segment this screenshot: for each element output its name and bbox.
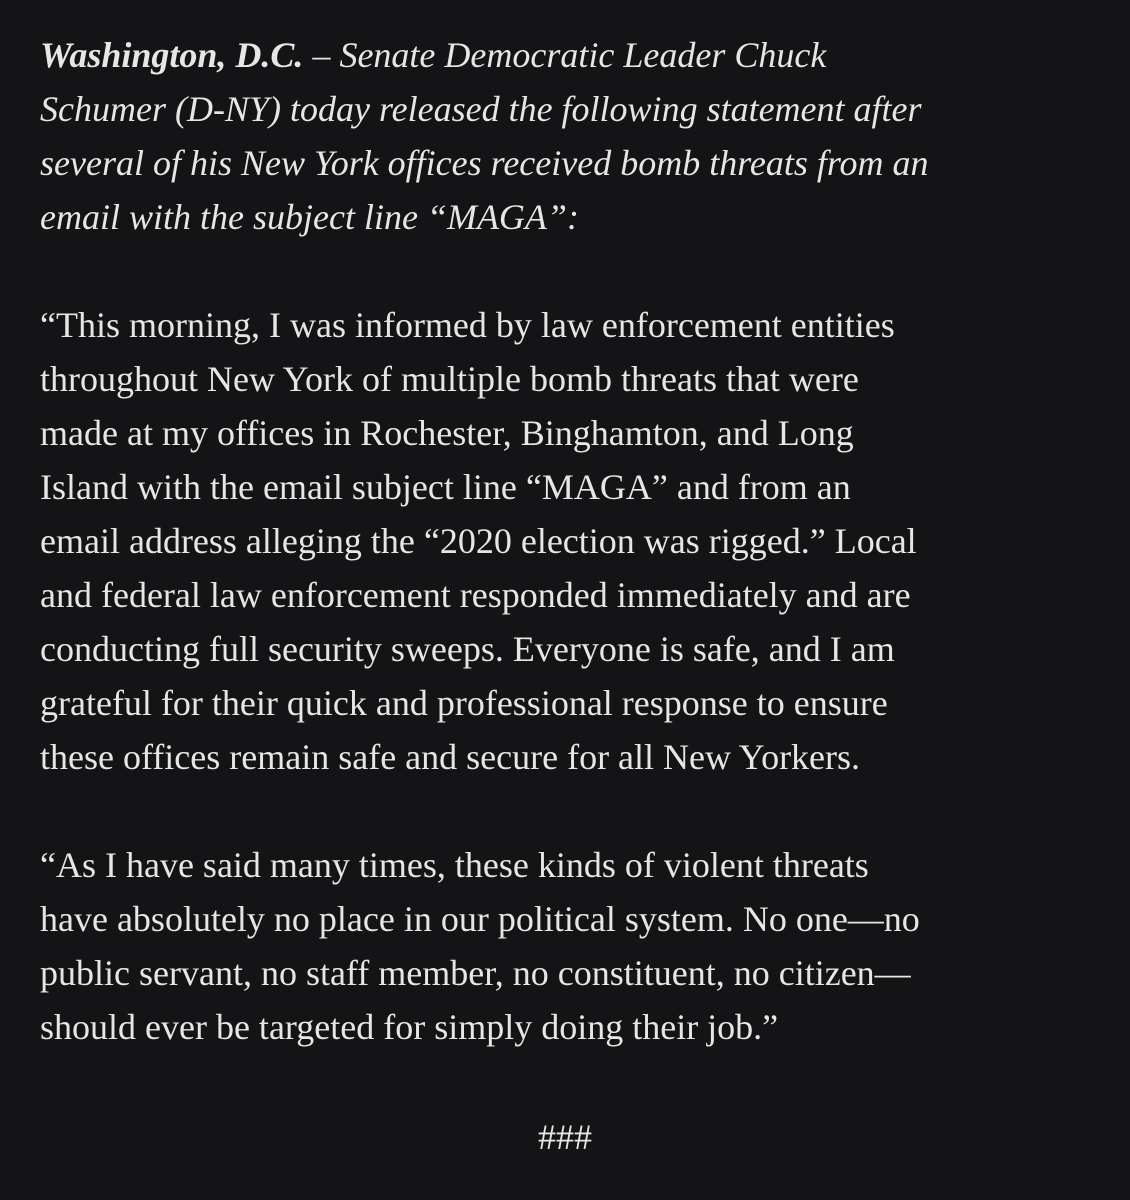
intro-line-1	[40, 28, 1100, 82]
end-mark: ###	[538, 1117, 592, 1157]
intro-line-2: Schumer (D-NY) today released the following statement after	[40, 89, 922, 129]
quote1-line: conducting full security sweeps. Everyone is safe, and I am	[40, 629, 895, 669]
quote1-line: and federal law enforcement responded immediately and are	[40, 575, 911, 615]
intro-text: – Senate Democratic Leader Chuck	[303, 35, 827, 75]
intro-paragraph	[40, 28, 1100, 244]
intro-line-4: email with the subject line “MAGA”:	[40, 197, 579, 237]
quote-paragraph-1	[40, 298, 1100, 784]
quote2-line: “As I have said many times, these kinds of violent threats	[40, 845, 869, 885]
quote-paragraph-2	[40, 838, 1100, 1054]
quote1-line: these offices remain safe and secure for all New Yorkers.	[40, 737, 861, 777]
quote1-line: Island with the email subject line “MAGA” and from an	[40, 467, 851, 507]
quote1-line: made at my offices in Rochester, Binghamton, and Long	[40, 413, 854, 453]
dateline: Washington, D.C.	[40, 35, 304, 75]
quote1-line: grateful for their quick and professional response to ensure	[40, 683, 888, 723]
quote2-line: public servant, no staff member, no constituent, no citizen—	[40, 953, 911, 993]
quote2-line: should ever be targeted for simply doing their job.”	[40, 1007, 779, 1047]
intro-line-3: several of his New York offices received bomb threats from an	[40, 143, 929, 183]
quote1-line: “This morning, I was informed by law enforcement entities	[40, 305, 895, 345]
quote1-line: email address alleging the “2020 election was rigged.” Local	[40, 521, 917, 561]
quote1-line: throughout New York of multiple bomb threats that were	[40, 359, 859, 399]
press-statement	[40, 28, 1100, 1054]
quote2-line: have absolutely no place in our political system. No one—no	[40, 899, 920, 939]
